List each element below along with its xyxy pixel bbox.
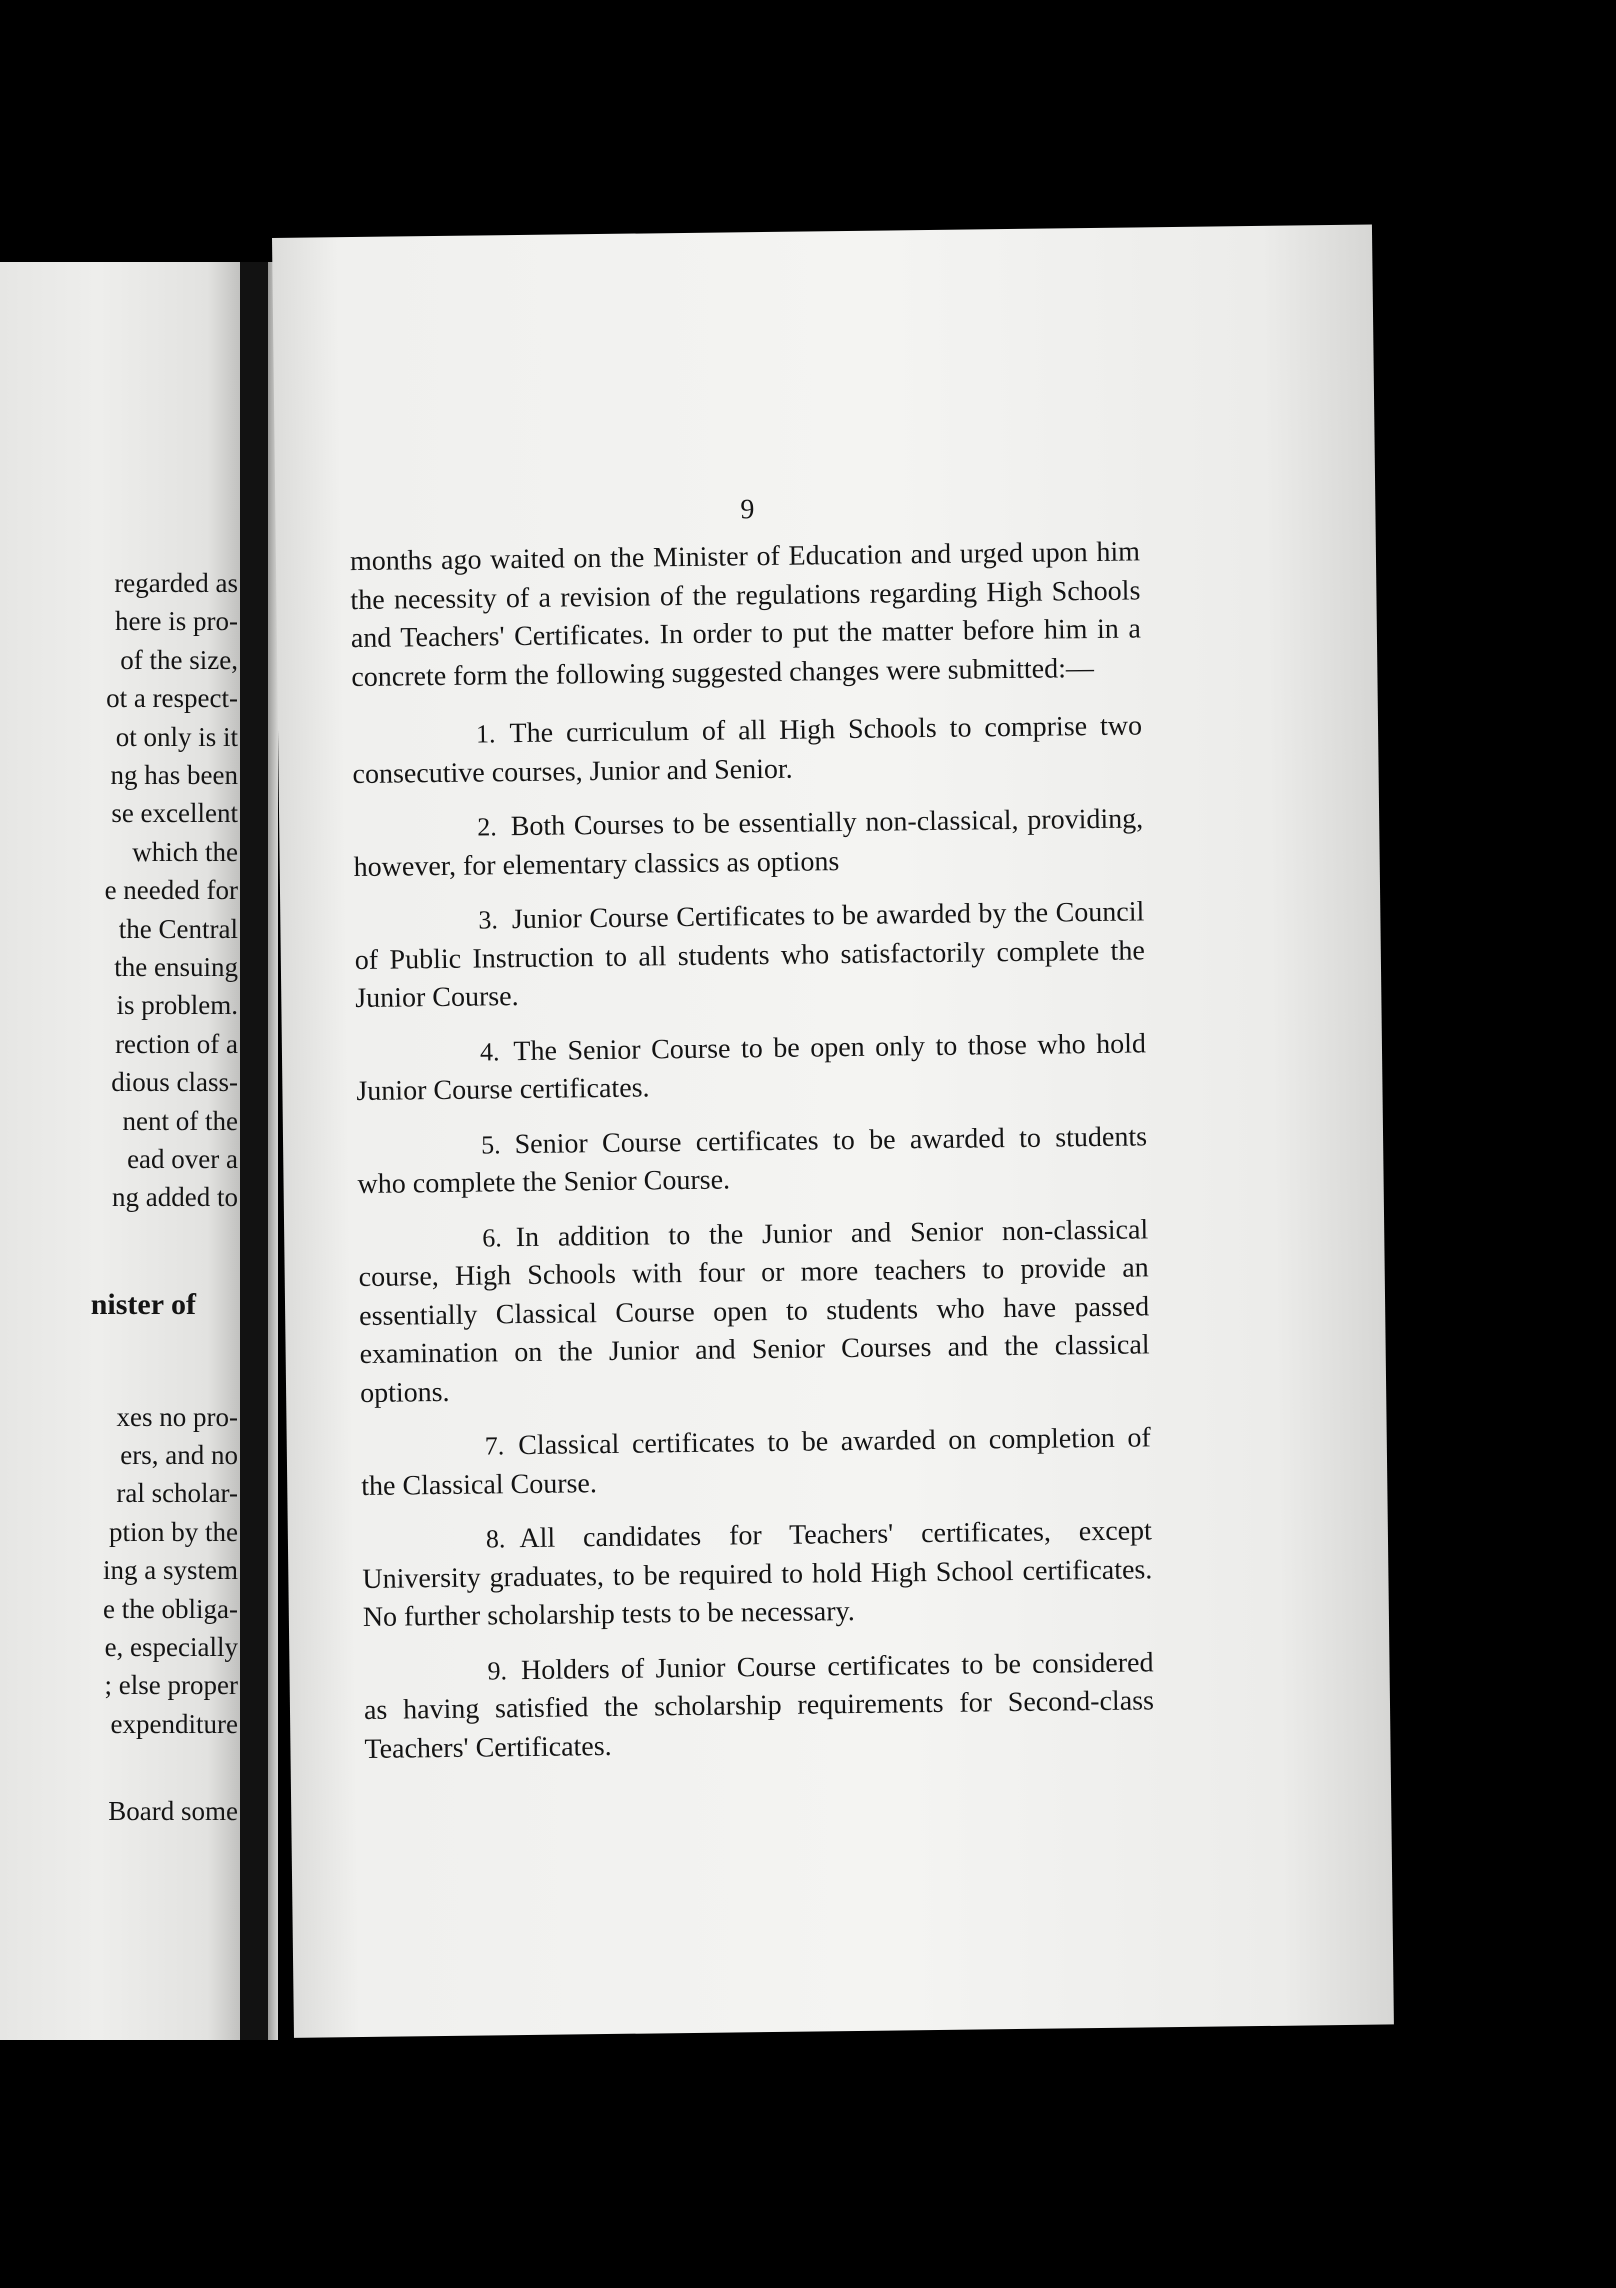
item-text: The curriculum of all High Schools to comprise two consecutive courses, Junior and Senior. [352, 710, 1143, 790]
item-number: 1. [475, 719, 496, 749]
left-page-line: ral scholar- [116, 1478, 238, 1508]
left-page-line: se excellent [111, 798, 238, 828]
book-gutter [240, 262, 268, 2040]
list-item [353, 800, 1144, 887]
item-text: Junior Course Certificates to be awarded by the Council of Public Instruction to all students who satisfactorily complete the Junior Course. [354, 896, 1145, 1015]
intro-paragraph: months ago waited on the Minister of Education and urged upon him the necessity of a revision of the regulations regarding High Schools and Teachers' Certificates. In order to put the matter before him in a concrete form the following suggested changes were submitted:— [349, 536, 1142, 693]
item-number: 8. [485, 1524, 506, 1554]
item-number: 3. [478, 905, 499, 935]
left-page-line: ing a system [103, 1555, 238, 1585]
item-text: Senior Course certificates to be awarded to students who complete the Senior Course. [357, 1120, 1148, 1201]
left-page-line: e the obliga- [103, 1594, 238, 1624]
item-number: 7. [484, 1431, 505, 1461]
item-number: 9. [487, 1655, 508, 1685]
item-text: Both Courses to be essentially non-classical, providing, however, for elementary classics as options [353, 803, 1144, 883]
list-item [352, 707, 1143, 794]
item-text: Classical certificates to be awarded on completion of the Classical Course. [361, 1422, 1151, 1502]
list-item [362, 1512, 1153, 1637]
left-page-line: e needed for [104, 875, 238, 905]
left-page-heading: nister of [90, 1288, 196, 1321]
left-page-line: which the [132, 837, 238, 867]
item-number: 4. [479, 1036, 500, 1067]
left-page-line: here is pro- [115, 606, 238, 636]
item-text: In addition to the Junior and Senior non-classical course, High Schools with four or more teachers to provide an essentially Classical Course open to students who have passed examination on the Junior and Senior Courses and the classical options. [358, 1213, 1150, 1409]
left-page-line: expenditure [110, 1709, 238, 1739]
left-page-line: Board some [108, 1796, 238, 1826]
right-page [272, 225, 1394, 2038]
left-page-line: xes no pro- [116, 1402, 238, 1432]
left-page-line: ng added to [112, 1182, 238, 1212]
left-page-line: nent of the [122, 1106, 238, 1136]
page-body [350, 533, 1155, 1785]
item-number: 5. [480, 1129, 501, 1160]
item-number: 2. [477, 812, 497, 842]
left-page-line: ot only is it [115, 722, 238, 752]
list-item [354, 893, 1145, 1018]
left-page-line: ot a respect- [106, 683, 238, 713]
left-page-line: the Central [118, 914, 238, 944]
left-page-line: ers, and no [120, 1440, 238, 1470]
left-page-line: is problem. [116, 990, 238, 1020]
left-page-line: ead over a [127, 1144, 238, 1174]
item-text: The Senior Course to be open only to those who hold Junior Course certificates. [356, 1027, 1147, 1108]
item-text: Holders of Junior Course certificates to be considered as having satisfied the scholarship requirements for Second-class Teachers' Certificates. [363, 1646, 1155, 1765]
left-page-line: dious class- [111, 1067, 238, 1097]
left-page [0, 262, 244, 2040]
left-page-line: rection of a [115, 1029, 238, 1059]
left-page-line: ption by the [109, 1517, 238, 1547]
list-item [357, 1118, 1148, 1205]
left-page-line: ng has been [110, 760, 238, 790]
left-page-line: regarded as [114, 568, 238, 598]
left-page-line: the ensuing [114, 952, 238, 982]
list-item [356, 1025, 1147, 1112]
left-page-line: of the size, [120, 645, 238, 675]
list-item [358, 1211, 1150, 1413]
left-page-line: e, especially [104, 1632, 238, 1662]
list-item [363, 1644, 1154, 1769]
item-number: 6. [482, 1222, 502, 1253]
item-text: All candidates for Teachers' certificates, except University graduates, to be required to hold High School certificates. No further scholarship tests to be necessary. [362, 1515, 1153, 1633]
list-item [361, 1419, 1152, 1506]
left-page-line: ; else proper [104, 1670, 238, 1700]
page-number: 9 [740, 494, 755, 526]
